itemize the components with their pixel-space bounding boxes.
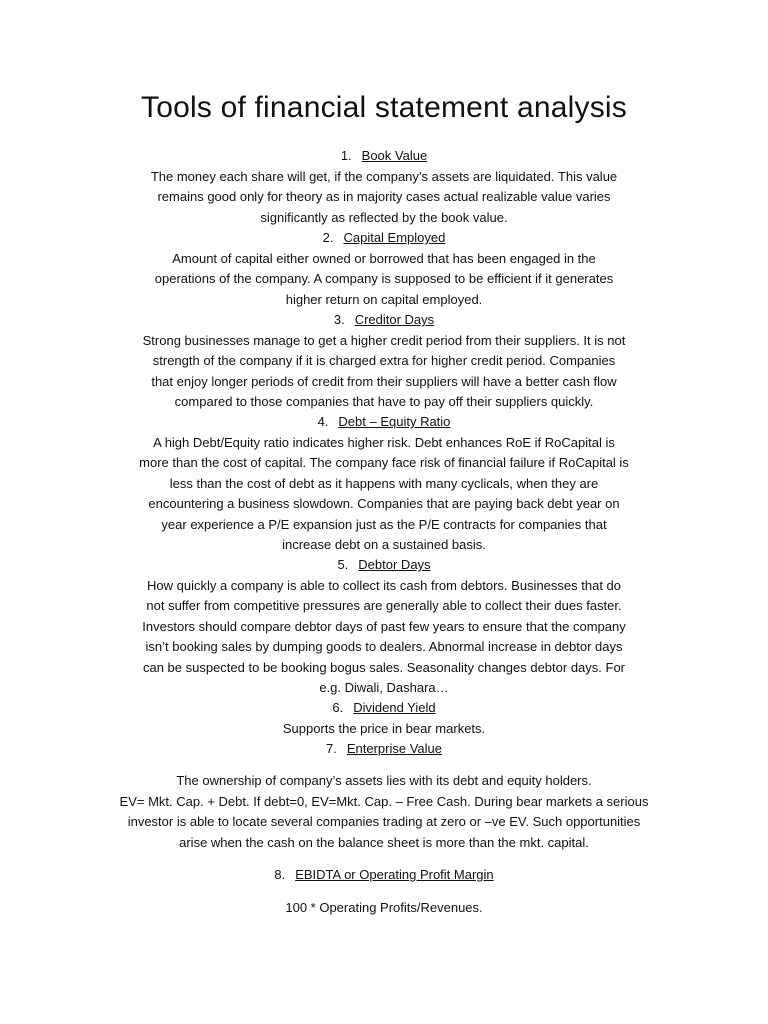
section-title: Dividend Yield [353, 700, 436, 715]
section-title: Capital Employed [343, 230, 446, 245]
section-number: 3. [333, 312, 345, 327]
body-line: arise when the cash on the balance sheet is more than the mkt. capital. [179, 834, 589, 850]
body-line: strength of the company if it is charged extra for higher credit period. Companies [152, 353, 616, 368]
section-number: 6. [332, 700, 344, 715]
section-number: 8. [274, 867, 286, 882]
section-heading [90, 146, 678, 167]
section-body [90, 433, 678, 556]
body-line: year experience a P/E expansion just as the P/E contracts for companies that [161, 516, 607, 532]
section-heading [90, 739, 678, 760]
section-body [90, 719, 678, 740]
section-number: 4. [317, 414, 329, 429]
section-body [90, 576, 678, 699]
section-ebidta-body [90, 898, 678, 919]
body-line: not suffer from competitive pressures are generally able to collect their dues faster. [146, 598, 622, 613]
body-line: can be suspected to be booking bogus sales. Seasonality changes debtor days. For [142, 659, 626, 675]
body-line: encountering a business slowdown. Companies that are paying back debt year on [148, 496, 620, 511]
section-capital-employed [90, 228, 678, 310]
body-line: The money each share will get, if the company’s assets are liquidated. This value [150, 168, 618, 184]
section-title: Debt – Equity Ratio [338, 414, 451, 429]
section-heading [90, 555, 678, 576]
body-line: that enjoy longer periods of credit from their suppliers will have a better cash flow [151, 373, 617, 389]
section-title: Enterprise Value [346, 741, 442, 756]
body-line: less than the cost of debt as it happens with many cyclicals, when they are [169, 475, 599, 491]
body-line: more than the cost of capital. The company face risk of financial failure if RoCapital is [139, 455, 629, 470]
section-debt-equity-ratio [90, 412, 678, 556]
section-body [70, 771, 698, 853]
section-number: 7. [326, 741, 337, 756]
section-enterprise-value [90, 739, 678, 760]
section-heading [90, 412, 678, 433]
section-number: 2. [322, 230, 334, 245]
section-heading [90, 865, 678, 886]
section-title: EBIDTA or Operating Profit Margin [295, 867, 494, 882]
section-creditor-days [90, 310, 678, 413]
body-line: operations of the company. A company is supposed to be efficient if it generates [154, 271, 614, 286]
section-title: Book Value [361, 148, 428, 163]
section-heading [90, 310, 678, 331]
body-line: Amount of capital either owned or borrowed that has been engaged in the [172, 250, 596, 266]
body-line: isn’t booking sales by dumping goods to dealers. Abnormal increase in debtor days [145, 639, 623, 654]
section-number: 5. [337, 557, 349, 572]
body-line: A high Debt/Equity ratio indicates higher risk. Debt enhances RoE if RoCapital is [153, 434, 615, 450]
section-number: 1. [340, 148, 352, 163]
section-debtor-days [90, 555, 678, 699]
page-title: Tools of financial statement analysis [141, 91, 627, 124]
body-line: Supports the price in bear markets. [282, 720, 486, 736]
body-line: 100 * Operating Profits/Revenues. [285, 900, 483, 915]
body-line: higher return on capital employed. [285, 291, 483, 307]
section-title: Debtor Days [358, 557, 431, 572]
section-body [90, 898, 678, 919]
section-enterprise-value-body [70, 771, 698, 853]
section-heading [90, 228, 678, 249]
section-dividend-yield [90, 698, 678, 739]
body-line: increase debt on a sustained basis. [282, 537, 486, 552]
body-line: e.g. Diwali, Dashara… [319, 680, 449, 695]
body-line: compared to those companies that have to pay off their suppliers quickly. [174, 394, 594, 409]
body-line: The ownership of company’s assets lies with its debt and equity holders. [176, 773, 592, 788]
body-line: EV= Mkt. Cap. + Debt. If debt=0, EV=Mkt. Cap. – Free Cash. During bear markets a serious [119, 793, 649, 809]
section-body [90, 167, 678, 229]
body-line: significantly as reflected by the book value. [260, 209, 508, 225]
section-heading [90, 698, 678, 719]
section-ebidta [90, 865, 678, 886]
body-line: Investors should compare debtor days of past few years to ensure that the company [142, 618, 626, 634]
section-body [90, 249, 678, 311]
body-line: How quickly a company is able to collect its cash from debtors. Businesses that do [147, 577, 621, 593]
section-title: Creditor Days [354, 312, 435, 327]
body-line: Strong businesses manage to get a higher credit period from their suppliers. It is not [142, 332, 626, 348]
body-line: investor is able to locate several companies trading at zero or –ve EV. Such opportunities [127, 814, 641, 829]
body-line: remains good only for theory as in majority cases actual realizable value varies [157, 189, 611, 204]
section-body [90, 331, 678, 413]
section-book-value [90, 146, 678, 228]
